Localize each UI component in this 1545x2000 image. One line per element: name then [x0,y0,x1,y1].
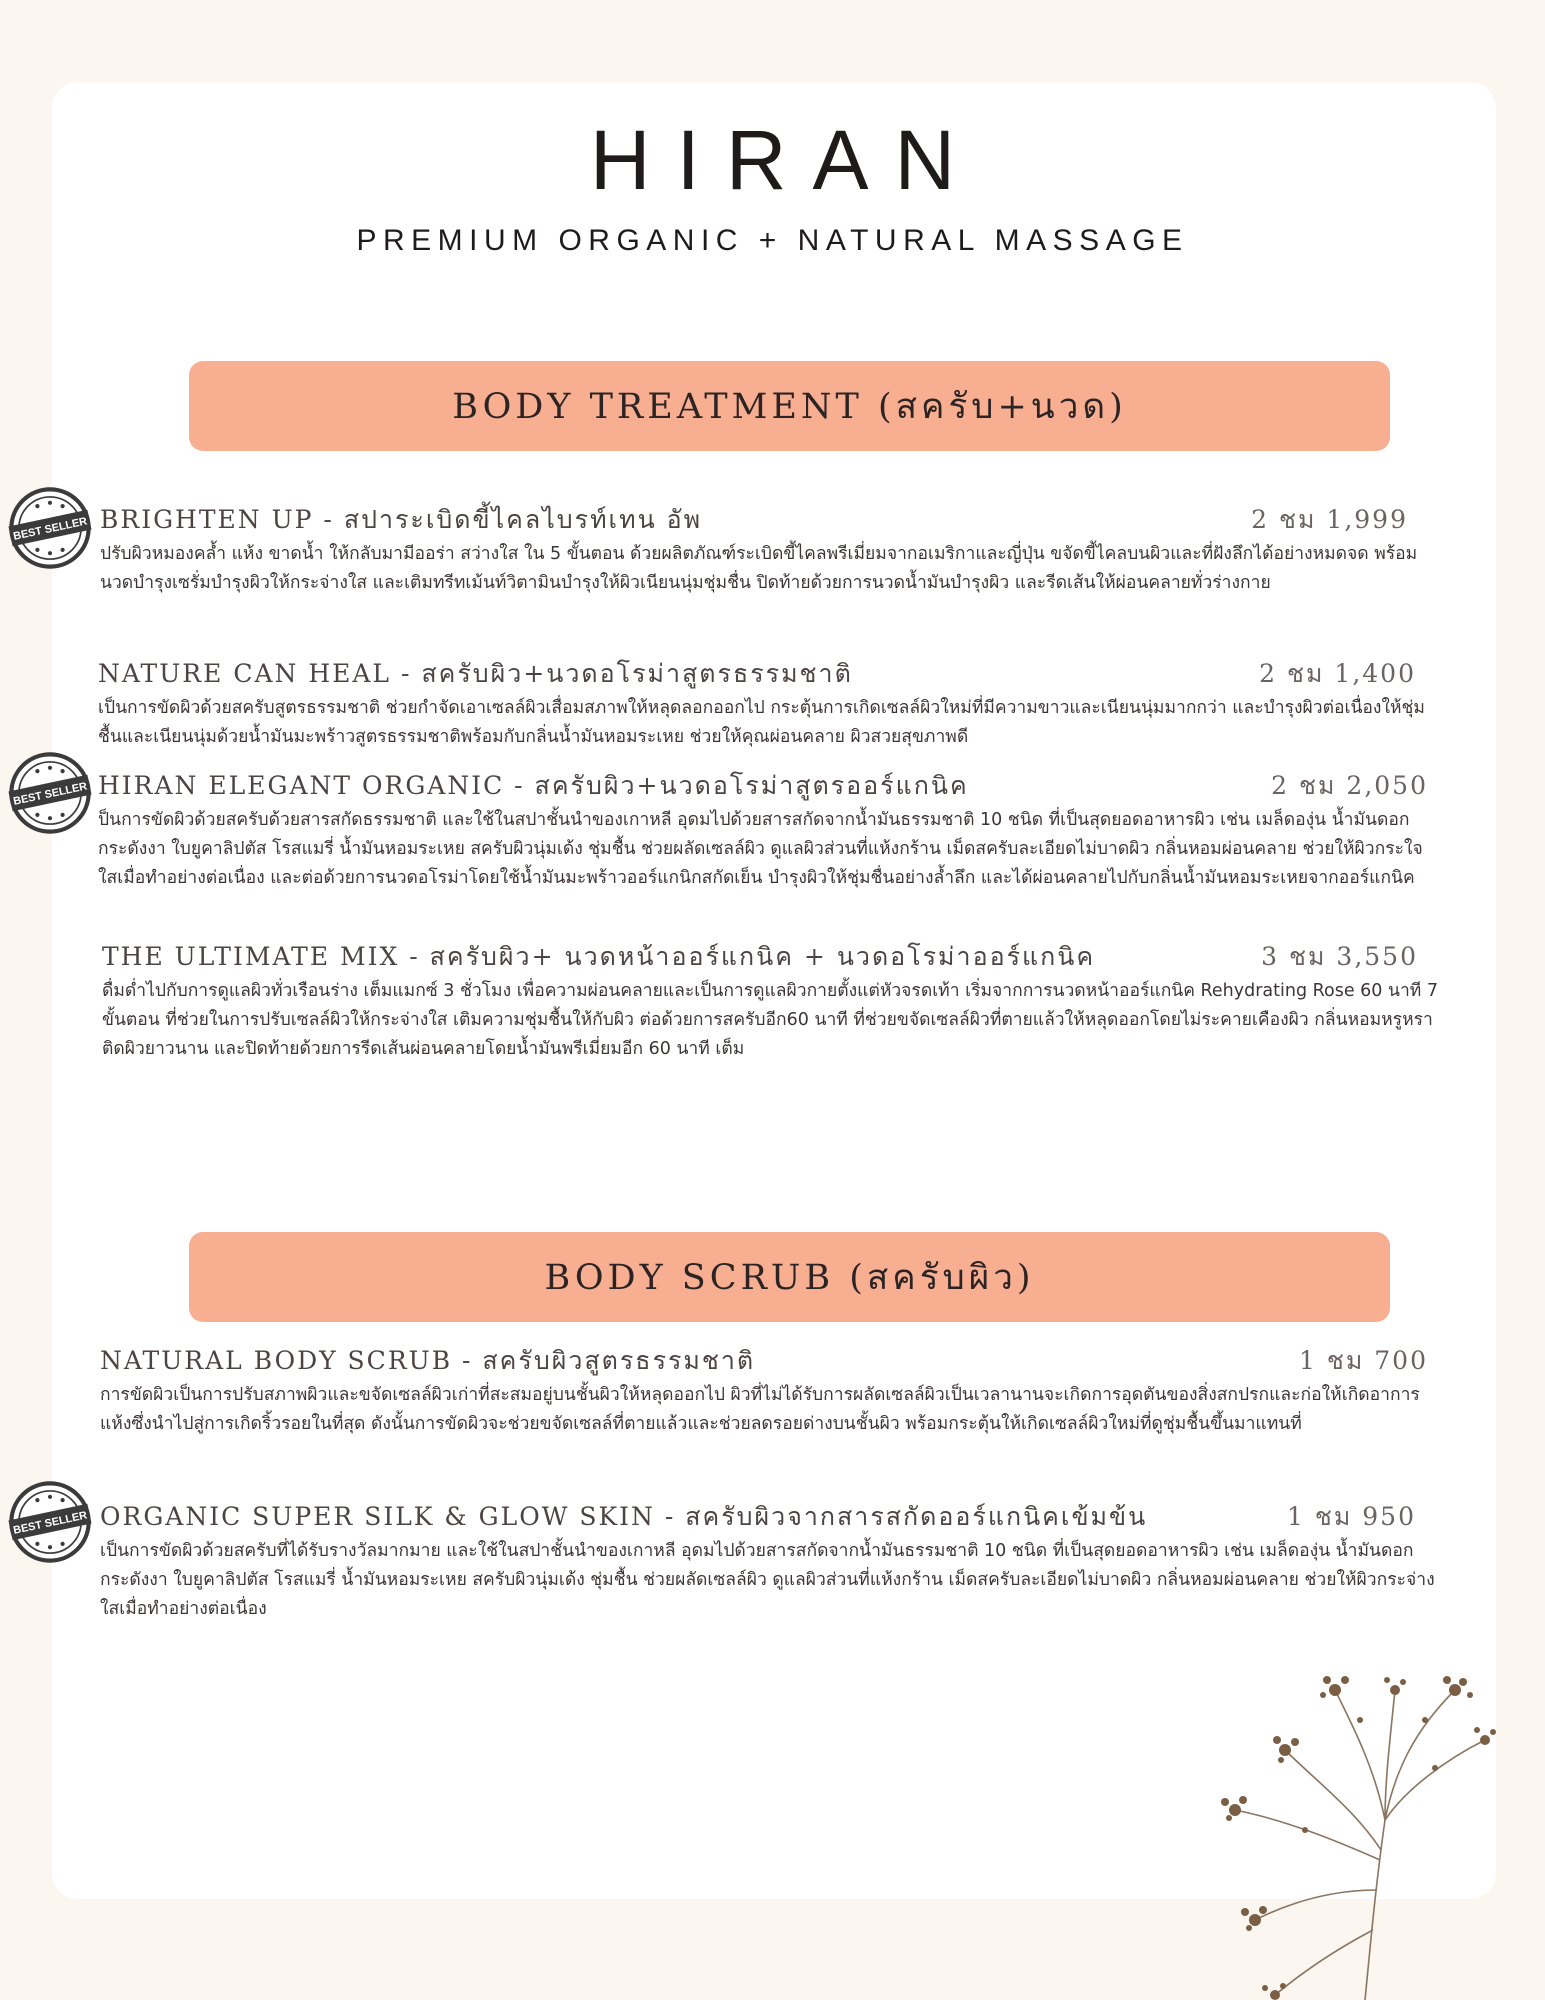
item-description: ป็นการขัดผิวด้วยสครับด้วยสารสกัดธรรมชาติ และใช้ในสปาชั้นนำของเกาหลี อุดมไปด้วยสารสกัดจากน้ำมันธรรมชาติ 10 ชนิด ที่เป็นสุดยอดอาหารผิว เช่น เมล็ดองุ่น น้ำมันดอกกระดังงา ใบยูคาลิปตัส โรสแมรี่ น้ำมันหอมระเหย สครับผิวนุ่มเด้ง ชุ่มชื้น ช่วยผลัดเซลล์ผิว ดูแลผิวส่วนที่แห้งกร้าน เม็ดสครับละเอียดไม่บาดผิว กลิ่นหอมผ่อนคลาย ช่วยให้ผิวกระใจใสเมื่อทำอย่างต่อเนื่อง และต่อด้วยการนวดอโรม่าโดยใช้น้ำมันมะพร้าวออร์แกนิกสกัดเย็น บำรุงผิวให้ชุ่มชื่นอย่างล้ำลึก และได้ผ่อนคลายไปกับกลิ่นน้ำมันหอมระเหยจากออร์แกนิค [98,810,1423,888]
menu-item-natural-body-scrub [100,1343,1440,1439]
svg-text:BEST SELLER: BEST SELLER [12,780,89,808]
item-name: NATURE CAN HEAL - สครับผิว+นวดอโรม่าสูตรธรรมชาติ [98,659,853,688]
item-description: เป็นการขัดผิวด้วยสครับสูตรธรรมชาติ ช่วยกำจัดเอาเซลล์ผิวเสื่อมสภาพให้หลุดลอกออกไป กระตุ้นการเกิดเซลล์ผิวใหม่ที่มีความขาวและเนียนนุ่มมากกว่า และบำรุงผิวต่อเนื่องให้ชุ่มชื้นและเนียนนุ่มด้วยน้ำมันมะพร้าวสูตรธรรมชาติพร้อมกับกลิ่นน้ำมันหอมระเหย ช่วยให้คุณผ่อนคลาย ผิวสวยสุขภาพดี [98,698,1425,747]
section-header-body-treatment [189,361,1390,451]
section-title: BODY TREATMENT (สครับ+นวด) [452,386,1127,427]
item-name: BRIGHTEN UP - สปาระเบิดขี้ไคลไบรท์เทน อัพ [100,505,703,534]
item-price: 2 ชม 1,400 [1259,659,1416,688]
item-description: การขัดผิวเป็นการปรับสภาพผิวและขจัดเซลล์ผิวเก่าที่สะสมอยู่บนชั้นผิวให้หลุดออกไป ผิวที่ไม่ได้รับการผลัดเซลล์ผิวเป็นเวลานานจะเกิดการอุดตันของสิ่งสกปรกและก่อให้เกิดอาการแห้งซึ่งนำไปสู่การเกิดริ้วรอยในที่สุด ดังนั้นการขัดผิวจะช่วยขจัดเซลล์ที่ตายแล้วและช่วยลดรอยด่างบนชั้นผิว พร้อมกระตุ้นให้เกิดเซลล์ผิวใหม่ที่ดูชุ่มชื้นขึ้นมาแทนที่ [100,1385,1420,1434]
item-description: เป็นการขัดผิวด้วยสครับที่ได้รับรางวัลมากมาย และใช้ในสปาชั้นนำของเกาหลี อุดมไปด้วยสารสกัดจากน้ำมันธรรมชาติ 10 ชนิด ที่เป็นสุดยอดอาหารผิว เช่น เมล็ดองุ่น น้ำมันดอกกระดังงา ใบยูคาลิปตัส โรสแมรี่ น้ำมันหอมระเหย สครับผิวนุ่มเด้ง ชุ่มชื้น ช่วยผลัดเซลล์ผิว ดูแลผิวส่วนที่แห้งกร้าน เม็ดสครับละเอียดไม่บาดผิว กลิ่นหอมผ่อนคลาย ช่วยให้ผิวกระจ่างใสเมื่อทำอย่างต่อเนื่อง [100,1541,1435,1619]
menu-item-hiran-elegant-organic [98,768,1438,893]
dried-flower-decoration-icon [1185,1650,1505,2000]
item-price: 1 ชม 950 [1287,1502,1416,1531]
svg-text:BEST SELLER: BEST SELLER [12,515,89,543]
menu-item-organic-super-silk [100,1499,1440,1624]
item-name: THE ULTIMATE MIX - สครับผิว+ นวดหน้าออร์แกนิค + นวดอโรม่าออร์แกนิค [102,942,1096,971]
menu-item-nature-can-heal [98,656,1438,752]
item-price: 1 ชม 700 [1299,1346,1428,1375]
item-price: 3 ชม 3,550 [1261,942,1418,971]
menu-item-ultimate-mix [102,939,1442,1064]
item-price: 2 ชม 1,999 [1251,505,1408,534]
section-header-body-scrub [189,1232,1390,1322]
brand-tagline: PREMIUM ORGANIC + NATURAL MASSAGE [356,224,1189,257]
svg-text:BEST SELLER: BEST SELLER [12,1509,89,1537]
item-name: NATURAL BODY SCRUB - สครับผิวสูตรธรรมชาติ [100,1346,756,1375]
section-title: BODY SCRUB (สครับผิว) [544,1257,1035,1298]
item-name: HIRAN ELEGANT ORGANIC - สครับผิว+นวดอโรม่าสูตรออร์แกนิค [98,771,969,800]
item-price: 2 ชม 2,050 [1271,771,1428,800]
best-seller-badge-icon [8,1480,92,1564]
best-seller-badge-icon [8,751,92,835]
item-description: ปรับผิวหมองคล้ำ แห้ง ขาดน้ำ ให้กลับมามีออร่า สว่างใส ใน 5 ขั้นตอน ด้วยผลิตภัณฑ์ระเบิดขี้ไคลพรีเมี่ยมจากอเมริกาและญี่ปุ่น ขจัดขี้ไคลบนผิวและที่ฝังลึกได้อย่างหมดจด พร้อมนวดบำรุงเซรั่มบำรุงผิวให้กระจ่างใส และเติมทรีทเม้นท์วิตามินบำรุงให้ผิวเนียนนุ่มชุ่มชื่น ปิดท้ายด้วยการนวดน้ำมันบำรุงผิว และรีดเส้นให้ผ่อนคลายทั่วร่างกาย [100,544,1418,593]
brand-title: HIRAN [589,113,982,207]
menu-item-brighten-up [100,502,1440,598]
item-description: ดื่มด่ำไปกับการดูแลผิวทั่วเรือนร่าง เต็มแมกซ์ 3 ชั่วโมง เพื่อความผ่อนคลายและเป็นการดูแลผิวกายตั้งแต่หัวจรดเท้า เริ่มจากการนวดหน้าออร์แกนิค Rehydrating Rose 60 นาที 7 ขั้นตอน ที่ช่วยในการปรับเซลล์ผิวให้กระจ่างใส เติมความชุ่มชื้นให้กับผิว ต่อด้วยการสครับอีก60 นาที ที่ช่วยขจัดเซลล์ผิวที่ตายแล้วให้หลุดออกโดยไม่ระคายเคืองผิว กลิ่นหอมหรูหรา ติดผิวยาวนาน และปิดท้ายด้วยการรีดเส้นผ่อนคลายโดยน้ำมันพรีเมี่ยมอีก 60 นาที เต็ม [102,981,1439,1059]
best-seller-badge-icon [8,486,92,570]
item-name: ORGANIC SUPER SILK & GLOW SKIN - สครับผิวจากสารสกัดออร์แกนิคเข้มข้น [100,1502,1148,1531]
